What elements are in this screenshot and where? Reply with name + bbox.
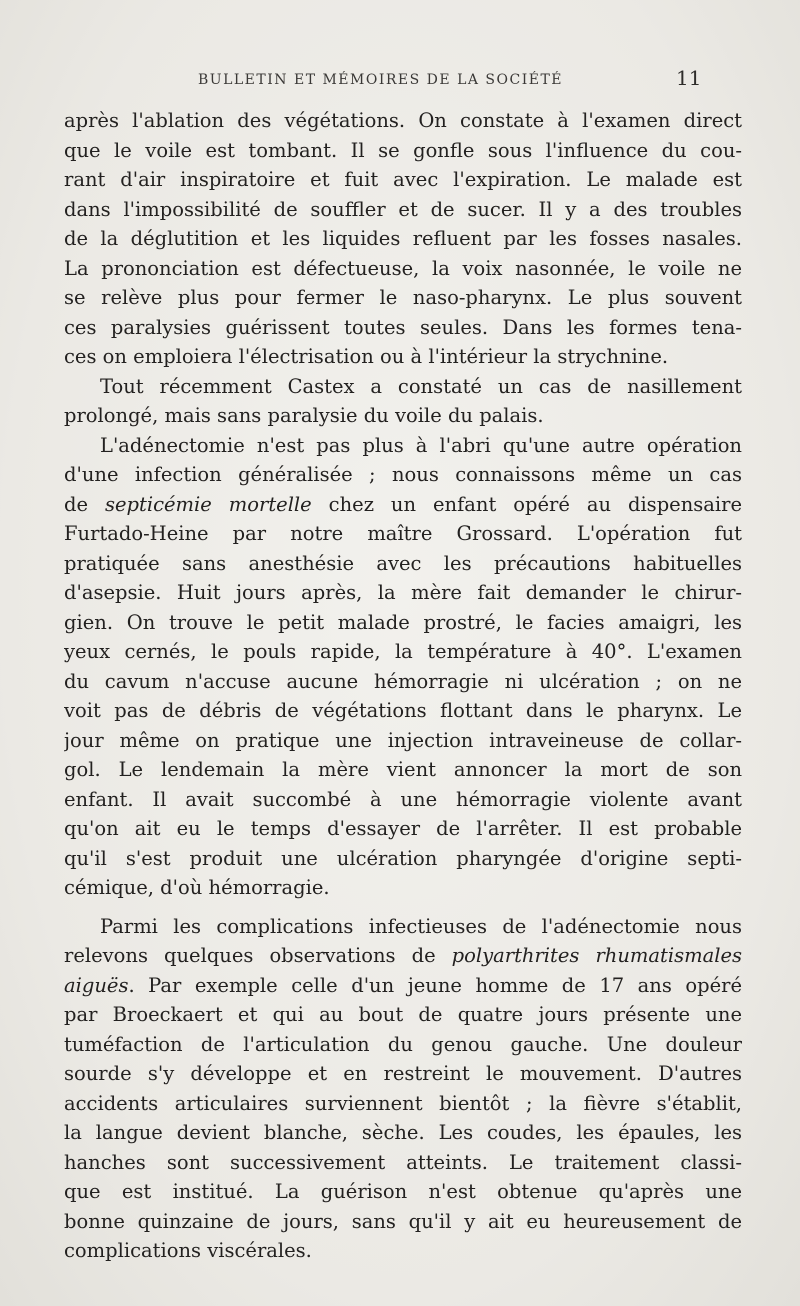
text-line: voit pas de débris de végétations flottant dans le pharynx. Le <box>64 699 742 722</box>
text-line: accidents articulaires surviennent bientôt ; la fièvre s'établit, <box>64 1091 742 1115</box>
text-line: complications viscérales. <box>64 1239 312 1262</box>
text-line: sourde s'y développe et en restreint le mouvement. D'autres <box>64 1062 742 1085</box>
text-line: ces on emploiera l'électrisation ou à l'intérieur la strychnine. <box>64 345 669 368</box>
text-span: de <box>64 492 89 516</box>
text-line: ces paralysies guérissent toutes seules. Dans les formes tena- <box>64 315 742 339</box>
text-line: tuméfaction de l'articulation du genou gauche. Une douleur <box>64 1032 742 1056</box>
text-line: qu'il s'est produit une ulcération pharyngée d'origine septi- <box>64 846 742 870</box>
text-line: rant d'air inspiratoire et fuit avec l'expiration. Le malade est <box>64 168 742 191</box>
text-line: gol. Le lendemain la mère vient annoncer la mort de son <box>64 758 742 781</box>
text-line: pratiquée sans anesthésie avec les précautions habituelles <box>64 551 742 575</box>
text-line: bonne quinzaine de jours, sans qu'il y ait eu heureusement de <box>64 1209 742 1233</box>
text-line: yeux cernés, le pouls rapide, la température à 40°. L'examen <box>64 640 742 663</box>
paragraph-first-line: Tout récemment Castex a constaté un cas de nasillement <box>100 374 742 398</box>
text-line <box>64 941 742 971</box>
text-line <box>64 490 742 520</box>
text-span: relevons quelques observations de <box>64 944 436 967</box>
text-line: enfant. Il avait succombé à une hémorragie violente avant <box>64 787 742 811</box>
text-line: après l'ablation des végétations. On constate à l'examen direct <box>64 109 742 132</box>
page-number: 11 <box>676 66 702 90</box>
text-span: . Par exemple celle d'un jeune homme de 17 ans opéré <box>128 973 742 997</box>
emphasized-text: aiguës <box>64 973 129 997</box>
emphasized-text: polyarthrites rhumatismales <box>451 944 742 967</box>
emphasized-text: septicémie mortelle <box>104 492 312 516</box>
text-line: cémique, d'où hémorragie. <box>64 876 330 899</box>
text-line: d'une infection généralisée ; nous connaissons même un cas <box>64 463 742 486</box>
text-line: hanches sont successivement atteints. Le traitement classi- <box>64 1150 742 1174</box>
text-line: prolongé, mais sans paralysie du voile du palais. <box>64 404 544 427</box>
text-line: que le voile est tombant. Il se gonfle sous l'influence du cou- <box>64 138 742 162</box>
text-line: gien. On trouve le petit malade prostré, le facies amaigri, les <box>64 610 742 634</box>
text-line: se relève plus pour fermer le naso-pharynx. Le plus souvent <box>64 286 742 309</box>
body-text <box>64 106 742 1266</box>
running-title: BULLETIN ET MÉMOIRES DE LA SOCIÉTÉ <box>198 72 564 88</box>
text-line: d'asepsie. Huit jours après, la mère fait demander le chirur- <box>64 581 742 604</box>
paragraph-first-line: L'adénectomie n'est pas plus à l'abri qu'une autre opération <box>100 433 742 457</box>
text-span: chez un enfant opéré au dispensaire <box>328 492 742 516</box>
text-line: jour même on pratique une injection intraveineuse de collar- <box>64 728 742 752</box>
text-line <box>64 971 742 1001</box>
text-line: dans l'impossibilité de souffler et de sucer. Il y a des troubles <box>64 197 742 221</box>
text-line: de la déglutition et les liquides refluent par les fosses nasales. <box>64 227 742 250</box>
text-line: la langue devient blanche, sèche. Les coudes, les épaules, les <box>64 1121 742 1144</box>
text-line: La prononciation est défectueuse, la voix nasonnée, le voile ne <box>64 256 742 280</box>
text-line: par Broeckaert et qui au bout de quatre jours présente une <box>64 1003 742 1026</box>
paragraph-first-line: Parmi les complications infectieuses de l'adénectomie nous <box>100 914 742 938</box>
text-line: que est institué. La guérison n'est obtenue qu'après une <box>64 1180 742 1203</box>
text-line: qu'on ait eu le temps d'essayer de l'arrêter. Il est probable <box>64 817 742 840</box>
text-line: du cavum n'accuse aucune hémorragie ni ulcération ; on ne <box>64 669 742 693</box>
text-line: Furtado-Heine par notre maître Grossard. L'opération fut <box>64 522 742 545</box>
